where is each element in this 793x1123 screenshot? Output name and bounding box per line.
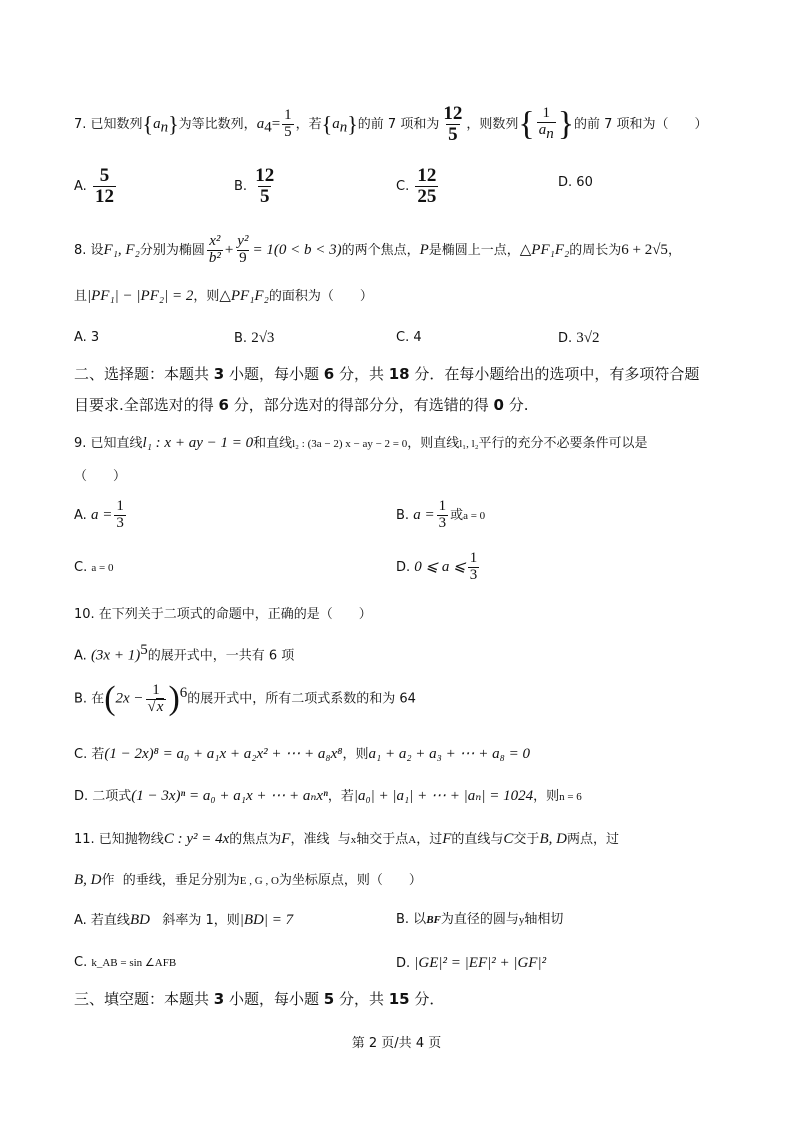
q11-option-a[interactable]: A. 若直线BD 斜率为 1，则|BD| = 7 (74, 912, 294, 928)
q8-stem-line2: 且|PF₁| − |PF₂| = 2，则△PF₁F₂的面积为（ ） (74, 288, 373, 304)
q7-sum-frac: $\frac{12}{5}$ (443, 103, 463, 145)
page-footer: 第 2 页/共 4 页 (351, 1036, 442, 1051)
section2-heading-line1: 二、选择题：本题共 3 小题，每小题 6 分，共 18 分．在每小题给出的选项中，有多项符合题 (74, 365, 700, 383)
q10-option-b[interactable]: B. 在(2x − $\frac{1}{√x}$ )$^6$的展开式中，所有二项式系数的和为 64 (74, 680, 416, 717)
q11-option-c[interactable]: C. k_AB = sin ∠AFB (74, 955, 177, 970)
q11-option-d[interactable]: D. |GE|² = |EF|² + |GF|² (396, 955, 547, 971)
section2-heading-line2: 目要求.全部选对的得 6 分，部分选对的得部分分，有选错的得 0 分. (74, 396, 529, 414)
q7-a4-frac: $\frac{1}{5}$ (284, 107, 292, 140)
q7-option-b[interactable]: B. $\frac{12}{5}$ (234, 165, 275, 207)
q8-option-a[interactable]: A. 3 (74, 330, 100, 345)
q11-option-b[interactable]: B. 以BF为直径的圆与y轴相切 (396, 912, 564, 927)
q8-stem-line1: 8. 设F₁, F₂分别为椭圆 $\frac{\text{x²}}{\text{b²}}$ + $\frac{\text{y²}}{9}$ = 1(0 < b < 3)的两个焦点，P是椭圆上一点，△PF₁F₂的周长为6 + 2√5， (74, 233, 681, 266)
q10-option-a[interactable]: A. $(3x + 1)^5$的展开式中，一共有 6 项 (74, 642, 295, 664)
q11-stem-line1: 11. 已知抛物线C : y² = 4x的焦点为F，准线 与x轴交于点A，过F的直线与C交于B, D两点，过 (74, 831, 619, 847)
q10-option-c[interactable]: C. 若(1 − 2x)⁸ = a₀ + a₁x + a₂x² + ⋯ + a₈x⁸，则a₁ + a₂ + a₃ + ⋯ + a₈ = 0 (74, 746, 530, 762)
q8-x-frac: $\frac{\text{x²}}{\text{b²}}$ (208, 233, 221, 266)
q10-stem: 10. 在下列关于二项式的命题中，正确的是（ ） (74, 607, 372, 622)
q8-option-c[interactable]: C. 4 (396, 330, 422, 345)
q7-stem: 7. 已知数列$\{a_n\}$为等比数列，$a_4=$ $\frac{1}{5}$ ，若$\{a_n\}$的前 7 项和为 $\frac{12}{5}$ ，则数列{ $\frac{1}{a_n}$ }的前 7 项和为（ ） (74, 103, 708, 145)
q8-y-frac: $\frac{\text{y²}}{9}$ (237, 233, 249, 266)
q9-stem: 9. 已知直线l₁ : x + ay − 1 = 0和直线l₂ : (3a − 2) x − ay − 2 = 0，则直线l₁, l₂平行的充分不必要条件可以是 (74, 435, 648, 451)
q7-option-a[interactable]: A. $\frac{5}{12}$ (74, 165, 114, 207)
q7-text: 7. 已知数列 (74, 116, 143, 132)
q7-option-d[interactable]: D. 60 (558, 175, 593, 190)
q11-stem-line2: B, D作 的垂线，垂足分别为E , G , O为坐标原点，则（ ） (74, 872, 422, 888)
q10-option-d[interactable]: D. 二项式(1 − 3x)ⁿ = a₀ + a₁x + ⋯ + aₙxⁿ，若|a₀| + |a₁| + ⋯ + |aₙ| = 1024，则n = 6 (74, 788, 582, 804)
q9-paren: （ ） (74, 469, 127, 484)
q9-option-b[interactable]: B. a = $\frac{1}{3}$ 或a = 0 (396, 498, 486, 531)
section3-heading: 三、填空题：本题共 3 小题，每小题 5 分，共 15 分． (74, 990, 445, 1008)
q9-option-c[interactable]: C. a = 0 (74, 560, 114, 575)
q7-option-c[interactable]: C. $\frac{12}{25}$ (396, 165, 437, 207)
q9-option-a[interactable]: A. a = $\frac{1}{3}$ (74, 498, 124, 531)
q7-recip-frac: $\frac{1}{a_n}$ (538, 105, 554, 142)
q9-option-d[interactable]: D. 0 ⩽ a ⩽ $\frac{1}{3}$ (396, 550, 478, 583)
q8-option-d[interactable]: D. 3√2 (558, 330, 600, 346)
q8-option-b[interactable]: B. 2√3 (234, 330, 275, 346)
